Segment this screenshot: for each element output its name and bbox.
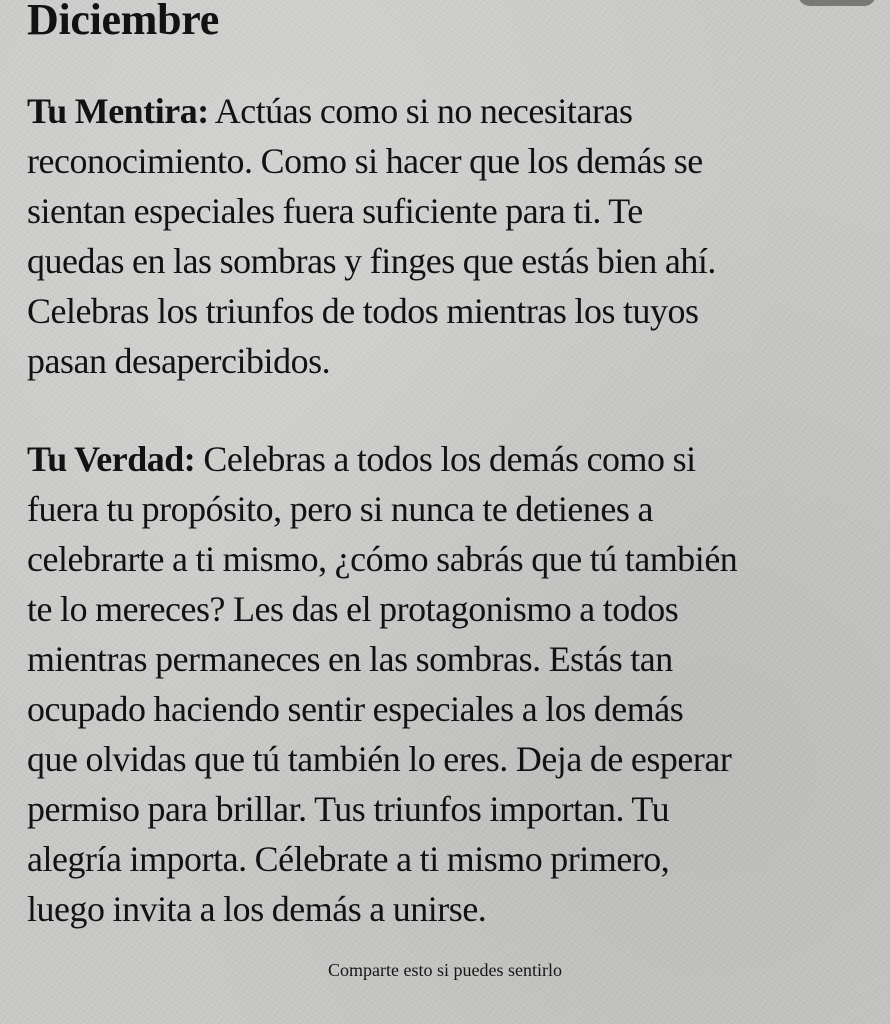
mentira-line-6: pasan desapercibidos. [27, 341, 331, 381]
mentira-line-1 [27, 86, 887, 136]
verdad-line-2: fuera tu propósito, pero si nunca te detienes a [27, 489, 653, 529]
page-title: Diciembre [27, 0, 219, 44]
verdad-line-3: celebrarte a ti mismo, ¿cómo sabrás que tú también [27, 539, 738, 579]
mentira-line-2: reconocimiento. Como si hacer que los demás se [27, 141, 703, 181]
corner-tab [798, 0, 876, 6]
verdad-label: Tu Verdad: [27, 439, 196, 479]
verdad-line-9: alegría importa. Célebrate a ti mismo primero, [27, 839, 670, 879]
verdad-line-4: te lo mereces? Les das el protagonismo a todos [27, 589, 679, 629]
mentira-line-5: Celebras los triunfos de todos mientras los tuyos [27, 291, 699, 331]
mentira-label: Tu Mentira: [27, 91, 209, 131]
verdad-line-5: mientras permaneces en las sombras. Estás tan [27, 639, 673, 679]
verdad-line-7: que olvidas que tú también lo eres. Deja de esperar [27, 739, 732, 779]
mentira-line-1-text: Actúas como si no necesitaras [208, 91, 633, 131]
verdad-paragraph [27, 434, 887, 934]
mentira-line-3: sientan especiales fuera suficiente para ti. Te [27, 191, 643, 231]
share-caption: Comparte esto si puedes sentirlo [328, 960, 562, 980]
verdad-line-1-text: Celebras a todos los demás como si [195, 439, 696, 479]
verdad-line-1 [27, 434, 887, 484]
verdad-line-6: ocupado haciendo sentir especiales a los demás [27, 689, 684, 729]
mentira-line-4: quedas en las sombras y finges que estás bien ahí. [27, 241, 716, 281]
mentira-paragraph [27, 86, 887, 386]
verdad-line-10: luego invita a los demás a unirse. [27, 889, 487, 929]
verdad-line-8: permiso para brillar. Tus triunfos importan. Tu [27, 789, 670, 829]
